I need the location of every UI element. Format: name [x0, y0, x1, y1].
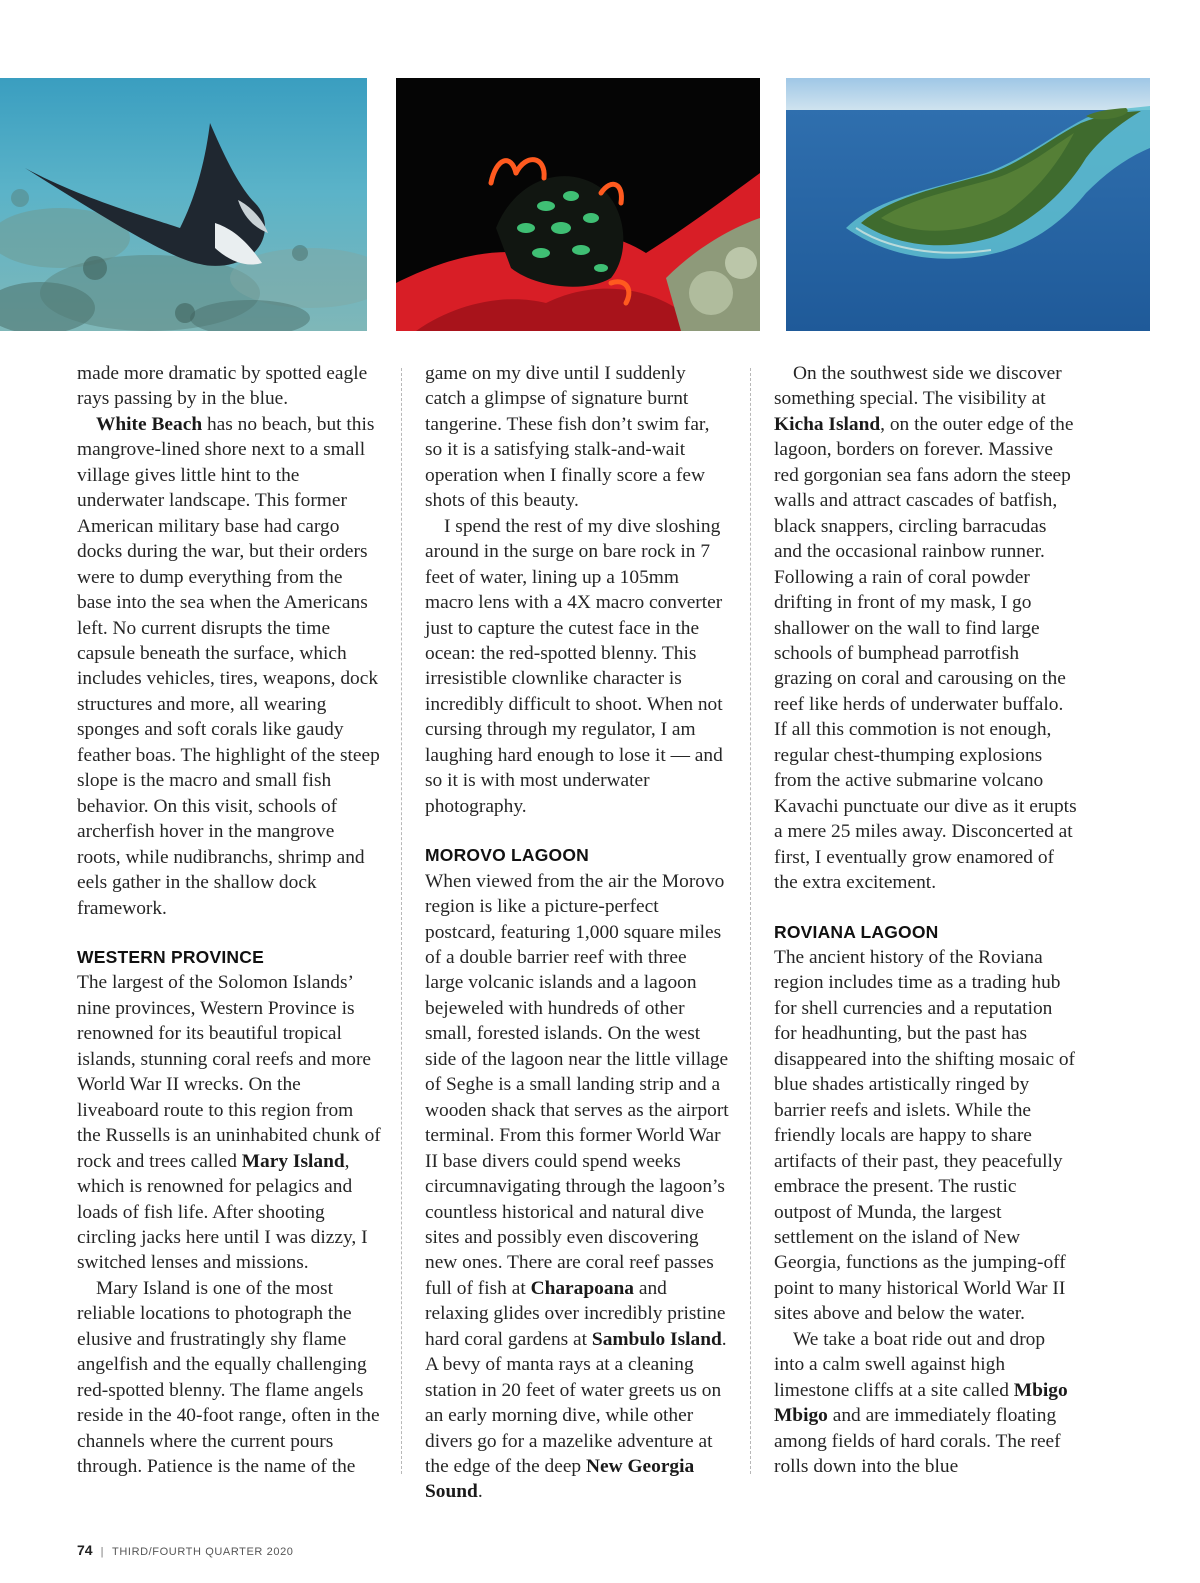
text-run: The ancient history of the Roviana region includes time as a trading hub for shell currencies and a reputation for headhunting, but the past has disappeared into the shifting mosaic of blue shades artistically ringed by barrier reefs and islets. While the friendly locals are happy to share artifacts of their past, they peacefully embrace the present. The rustic outpost of Munda, the largest settlement on the island of New Georgia, functions as the jumping-off point to many historical World War II sites above and below the water. — [774, 946, 1076, 1325]
text-run: game on my dive until I suddenly catch a glimpse of signature burnt tangerine. These fish don’t swim far, so it is a satisfying stalk-and-wait operation when I finally score a few shots of this beauty. — [425, 363, 710, 512]
body-paragraph — [425, 514, 729, 819]
text-run: . — [477, 1481, 483, 1503]
section-heading: ROVIANA LAGOON — [774, 921, 939, 942]
text-run: , on the outer edge of the lagoon, borders on forever. Massive red gorgonian sea fans adorn the steep walls and attract cascades of batfish, black snappers, circling barracudas and the occasional rainbow runner. Following a rain of coral powder drifting in front of my mask, I go shallower on the wall to find large schools of bumphead parrotfish grazing on coral and carousing on the reef like herds of underwater buffalo. If all this commotion is not enough, regular chest-thumping explosions from the active submarine volcano Kavachi punctuate our dive as it erupts a mere 25 miles away. Disconcerted at first, I eventually grow enamored of the extra excitement. — [774, 413, 1077, 894]
text-run: has no beach, but this mangrove-lined shore next to a small village gives little hint to the underwater landscape. This former American military base had cargo docks during the war, but their orders were to dump everything from the base into the sea when the Americans left. No current disrupts the time capsule beneath the surface, which includes vehicles, tires, weapons, dock structures and more, all wearing sponges and soft corals like gaudy feather boas. The highlight of the steep slope is the macro and small fish behavior. On this visit, schools of archerfish hover in the mangrove roots, while nudibranchs, shrimp and eels gather in the shallow dock framework. — [77, 413, 380, 919]
body-paragraph — [77, 361, 381, 412]
text-column — [774, 361, 1078, 1479]
place-name: White Beach — [96, 413, 203, 435]
body-paragraph — [774, 1327, 1078, 1480]
body-paragraph — [77, 970, 381, 1275]
place-name: Kicha Island — [774, 413, 881, 435]
place-name: Sambulo Island — [591, 1328, 722, 1350]
text-column — [425, 361, 729, 1505]
body-paragraph — [774, 361, 1078, 896]
column-rule — [750, 368, 751, 1474]
issue-label: THIRD/FOURTH QUARTER 2020 — [112, 1546, 294, 1558]
column-rule — [401, 368, 402, 1474]
text-column — [77, 361, 381, 1479]
text-run: and relaxing glides over incredibly pristine hard coral gardens at — [425, 1277, 726, 1350]
place-name: New Georgia Sound — [425, 1456, 695, 1503]
body-paragraph — [425, 361, 729, 514]
nudibranch-photo — [396, 78, 760, 331]
text-run: On the southwest side we discover something special. The visibility at — [774, 363, 1062, 410]
text-run: and are immediately floating among fields of hard corals. The reef rolls down into the blue — [774, 1405, 1061, 1478]
manta-ray-photo — [0, 78, 367, 331]
text-run: , which is renowned for pelagics and loads of fish life. After shooting circling jacks here until I was dizzy, I switched lenses and missions. — [77, 1150, 368, 1274]
section-heading: WESTERN PROVINCE — [77, 946, 264, 967]
body-paragraph — [77, 412, 381, 921]
text-run: The largest of the Solomon Islands’ nine provinces, Western Province is renowned for its beautiful tropical islands, stunning coral reefs and more World War II wrecks. On the liveaboard route to this region from the Russells is an uninhabited chunk of rock and trees called — [77, 972, 381, 1172]
page-footer — [77, 1542, 294, 1558]
body-paragraph — [425, 869, 729, 1505]
text-run: I spend the rest of my dive sloshing around in the surge on bare rock in 7 feet of water, lining up a 105mm macro lens with a 4X macro converter just to capture the cutest face in the ocean: the red-spotted blenny. This irresistible clownlike character is incredibly difficult to shoot. When not cursing through my regulator, I am laughing hard enough to lose it — and so it is with most underwater photography. — [425, 515, 723, 817]
body-paragraph — [77, 1276, 381, 1480]
place-name: Charapoana — [530, 1277, 635, 1299]
text-run: . A bevy of manta rays at a cleaning station in 20 feet of water greets us on an early morning dive, while other divers go for a mazelike adventure at the edge of the deep — [425, 1328, 727, 1478]
section-heading: MOROVO LAGOON — [425, 845, 589, 866]
text-run: We take a boat ride out and drop into a calm swell against high limestone cliffs at a site called — [774, 1328, 1046, 1401]
body-paragraph — [774, 945, 1078, 1327]
page-number: 74 — [77, 1542, 93, 1558]
place-name: Mary Island — [241, 1150, 345, 1172]
text-run: made more dramatic by spotted eagle rays passing by in the blue. — [77, 363, 368, 410]
aerial-island-photo — [786, 78, 1150, 331]
text-run: Mary Island is one of the most reliable locations to photograph the elusive and frustratingly shy flame angelfish and the equally challenging red-spotted blenny. The flame angels reside in the 40-foot range, often in the channels where the current pours through. Patience is the name of the — [77, 1277, 380, 1478]
footer-separator: | — [100, 1546, 105, 1558]
text-run: When viewed from the air the Morovo region is like a picture-perfect postcard, featuring 1,000 square miles of a double barrier reef with three large volcanic islands and a lagoon bejeweled with hundreds of other small, forested islands. On the west side of the lagoon near the little village of Seghe is a small landing strip and a wooden shack that serves as the airport terminal. From this former World War II base divers could spend weeks circumnavigating through the lagoon’s countless historical and natural dive sites and possibly even discovering new ones. There are coral reef passes full of fish at — [425, 870, 729, 1299]
place-name: Mbigo Mbigo — [774, 1379, 1068, 1427]
